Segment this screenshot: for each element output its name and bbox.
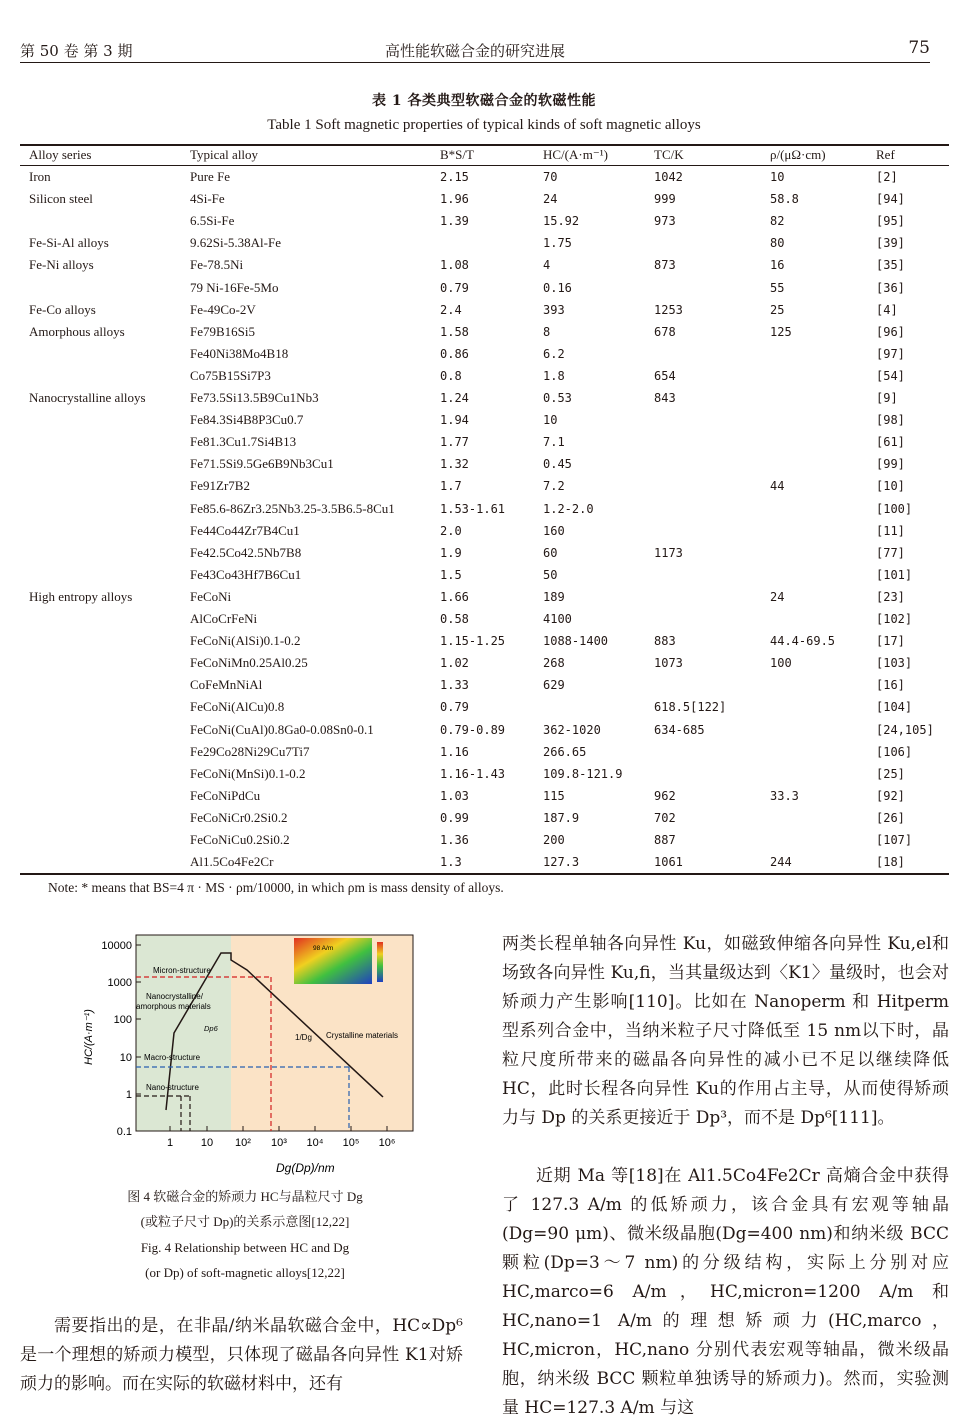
table-cell: 7.2 bbox=[543, 479, 565, 494]
table-cell: Silicon steel bbox=[29, 191, 93, 207]
table-cell: Fe-Si-Al alloys bbox=[29, 235, 109, 251]
table-cell: 1173 bbox=[654, 545, 683, 560]
table-row bbox=[20, 409, 949, 431]
table-cell: 1042 bbox=[654, 170, 683, 184]
x-tick-label: 1 bbox=[166, 1137, 174, 1149]
label-nanocryst: Nanocrystalline/ bbox=[146, 992, 203, 1001]
table-note: Note: * means that BS=4 π · MS · ρm/10000, in which ρm is mass density of alloys. bbox=[48, 880, 504, 895]
table-cell: [101] bbox=[876, 567, 913, 582]
table-cell: FeCoNiMn0.25Al0.25 bbox=[190, 655, 308, 671]
table-cell: [97] bbox=[876, 346, 905, 361]
table-cell: 1.24 bbox=[440, 391, 469, 405]
table-row bbox=[20, 343, 949, 365]
x-tick-label: 10⁵ bbox=[342, 1137, 360, 1149]
table-cell: 1.9 bbox=[440, 545, 462, 560]
table-cell: [17] bbox=[876, 634, 905, 649]
y-tick-label: 1 bbox=[125, 1089, 132, 1101]
table-cell: AlCoCrFeNi bbox=[190, 611, 258, 626]
table-cell: 24 bbox=[770, 589, 785, 604]
table-cell: 1088-1400 bbox=[543, 634, 609, 649]
label-amorph: amorphous materials bbox=[136, 1002, 211, 1011]
table-row bbox=[20, 785, 949, 807]
table-cell: Co75B15Si7P3 bbox=[190, 367, 271, 383]
column-header: ρ/(μΩ·cm) bbox=[770, 147, 826, 162]
right-paragraph-1: 两类长程单轴各向异性 Ku，如磁致伸缩各向异性 Ku,el和场致各向异性 Ku,fi，当其量级达到〈K1〉量级时，也会对矫顽力产生影响[110]。比如在 Nanoperm 和 Hitperm 型系列合金中，当纳米粒子尺寸降低至 15 nm以下时，晶粒尺度所带来的磁晶各向异性的减小已不足以继续降低 HC，此时长程各向异性 Ku的作用占主导，从而使得矫顽力与 Dp 的关系更接近于 Dp³，而不是 Dp⁶[111]。 bbox=[502, 934, 949, 1128]
column-header: B*S/T bbox=[440, 147, 474, 162]
table-cell: 1.03 bbox=[440, 788, 469, 803]
table-cell: 189 bbox=[543, 589, 565, 604]
table-cell: FeCoNi(MnSi)0.1-0.2 bbox=[190, 765, 306, 781]
table-cell: 268 bbox=[543, 656, 565, 671]
table-cell: Fe-Co alloys bbox=[29, 301, 96, 317]
table-cell: 1.3 bbox=[440, 855, 462, 870]
table-cell: 634-685 bbox=[654, 722, 705, 737]
table-cell: [104] bbox=[876, 700, 913, 715]
x-axis-label: Dg(Dp)/nm bbox=[276, 1161, 335, 1175]
table-cell: 1061 bbox=[654, 855, 683, 870]
table-cell: Amorphous alloys bbox=[29, 323, 125, 339]
table-cell: 0.53 bbox=[543, 391, 572, 405]
table-cell: Fe44Co44Zr7B4Cu1 bbox=[190, 522, 300, 538]
table-row bbox=[20, 829, 949, 851]
table-cell: 1.33 bbox=[440, 678, 469, 693]
table-cell: 873 bbox=[654, 258, 676, 273]
y-tick-label: 10000 bbox=[101, 940, 132, 952]
table-row bbox=[20, 763, 949, 785]
table-cell: Fe43Co43Hf7B6Cu1 bbox=[190, 566, 302, 582]
table-cell: 115 bbox=[543, 788, 565, 803]
table-cell: 187.9 bbox=[543, 810, 580, 825]
table-cell: [18] bbox=[876, 855, 905, 870]
table-row bbox=[20, 431, 949, 453]
left-paragraph: 需要指出的是，在非晶/纳米晶软磁合金中，HC∝Dp⁶是一个理想的矫顽力模型，只体现了磁晶各向异性 K1对矫顽力的影响。而在实际的软磁材料中，还有 bbox=[20, 1316, 463, 1394]
table-cell: FeCoNiCr0.2Si0.2 bbox=[190, 809, 288, 825]
label-micron: Micron-structure bbox=[153, 966, 211, 975]
table-cell: [36] bbox=[876, 280, 905, 295]
figure-caption-cn1: 图 4 软磁合金的矫顽力 HC与晶粒尺寸 Dg bbox=[127, 1189, 363, 1204]
table-cell: 1.58 bbox=[440, 324, 469, 339]
table-cell: [106] bbox=[876, 744, 913, 759]
table-cell: [9] bbox=[876, 391, 898, 405]
table-cell: 1.77 bbox=[440, 435, 469, 450]
y-tick-label: 100 bbox=[113, 1014, 132, 1026]
column-header: Alloy series bbox=[29, 147, 92, 162]
table-cell: 79 Ni-16Fe-5Mo bbox=[190, 279, 279, 295]
table-row bbox=[20, 321, 949, 343]
x-tick-label: 10³ bbox=[271, 1137, 287, 1149]
table-cell: [2] bbox=[876, 170, 898, 184]
table-cell: 887 bbox=[654, 833, 676, 847]
x-tick-label: 10² bbox=[235, 1137, 251, 1149]
table-cell: 8 bbox=[543, 324, 551, 339]
table-cell: 654 bbox=[654, 368, 676, 383]
table-cell: 80 bbox=[770, 236, 785, 251]
table-cell: Iron bbox=[29, 169, 51, 184]
table-row bbox=[20, 608, 949, 630]
label-crystalline: Crystalline materials bbox=[326, 1031, 399, 1040]
table-cell: 0.79 bbox=[440, 700, 469, 715]
table-cell: 2.0 bbox=[440, 523, 462, 538]
table-cell: 1.16-1.43 bbox=[440, 766, 506, 781]
figure-caption-en1: Fig. 4 Relationship between HC and Dg bbox=[140, 1240, 350, 1255]
table-cell: 1.7 bbox=[440, 479, 462, 494]
table-cell: 702 bbox=[654, 810, 676, 825]
table-cell: 24 bbox=[543, 192, 558, 207]
figure-caption-cn2: (或粒子尺寸 Dp)的关系示意图[12,22] bbox=[140, 1214, 350, 1229]
table-cell: [107] bbox=[876, 833, 913, 847]
table-cell: 1.75 bbox=[543, 236, 572, 251]
figure-4 bbox=[80, 925, 420, 1180]
table-cell: 2.15 bbox=[440, 170, 469, 184]
table-cell: 60 bbox=[543, 545, 558, 560]
table-row bbox=[20, 498, 949, 520]
table-row bbox=[20, 365, 949, 387]
table-row bbox=[20, 719, 949, 741]
table-cell: FeCoNiPdCu bbox=[190, 787, 261, 803]
inset-point-label: 98 A/m bbox=[313, 945, 334, 952]
table-row bbox=[20, 674, 949, 696]
table-cell: [10] bbox=[876, 479, 905, 494]
table-cell: 82 bbox=[770, 214, 785, 229]
table-cell: 200 bbox=[543, 833, 565, 847]
table-cell: Fe-78.5Ni bbox=[190, 257, 244, 273]
table-cell: 393 bbox=[543, 302, 565, 317]
table-cell: 2.4 bbox=[440, 302, 462, 317]
table-cell: [26] bbox=[876, 810, 905, 825]
table-cell: 1.08 bbox=[440, 258, 469, 273]
table-row bbox=[20, 188, 949, 210]
table-cell: 1.66 bbox=[440, 589, 469, 604]
table-cell: 160 bbox=[543, 523, 565, 538]
table-cell: 244 bbox=[770, 855, 792, 870]
table-cell: Fe79B16Si5 bbox=[190, 323, 256, 339]
table-cell: 50 bbox=[543, 567, 558, 582]
table-cell: 44 bbox=[770, 479, 785, 494]
table-row bbox=[20, 542, 949, 564]
table-cell: 10 bbox=[770, 170, 785, 184]
table-cell: 4100 bbox=[543, 612, 572, 626]
table-cell: 70 bbox=[543, 170, 558, 184]
table-cell: 109.8-121.9 bbox=[543, 766, 623, 781]
table-cell: Al1.5Co4Fe2Cr bbox=[190, 854, 274, 870]
column-header: HC/(A·m⁻¹) bbox=[543, 147, 608, 162]
label-nano: Nano-structure bbox=[146, 1083, 199, 1092]
table-cell: 0.99 bbox=[440, 810, 469, 825]
table-cell: [4] bbox=[876, 302, 898, 317]
table-row bbox=[20, 630, 949, 652]
table-cell: 6.5Si-Fe bbox=[190, 213, 235, 229]
table-cell: 0.86 bbox=[440, 346, 469, 361]
table-cell: 0.45 bbox=[543, 457, 572, 472]
table-cell: [23] bbox=[876, 589, 905, 604]
table-cell: 843 bbox=[654, 391, 676, 405]
table-cell: 362-1020 bbox=[543, 722, 601, 737]
table-cell: 4Si-Fe bbox=[190, 191, 225, 207]
y-axis-label: HC/(A·m⁻¹) bbox=[83, 1009, 95, 1065]
table-cell: Fe84.3Si4B8P3Cu0.7 bbox=[190, 412, 304, 428]
table-cell: [16] bbox=[876, 678, 905, 693]
table-cell: FeCoNi(CuAl)0.8Ga0-0.08Sn0-0.1 bbox=[190, 721, 374, 737]
inset-heatmap bbox=[294, 938, 383, 984]
label-dp6: Dp6 bbox=[204, 1024, 218, 1033]
table-cell: 58.8 bbox=[770, 192, 799, 207]
running-title: 高性能软磁合金的研究进展 bbox=[384, 42, 565, 60]
table-cell: [96] bbox=[876, 324, 905, 339]
table-row bbox=[20, 564, 949, 586]
x-tick-label: 10⁴ bbox=[306, 1137, 324, 1149]
table-cell: 127.3 bbox=[543, 855, 580, 870]
table-cell: 618.5[122] bbox=[654, 700, 727, 715]
table-cell: Fe42.5Co42.5Nb7B8 bbox=[190, 544, 302, 560]
running-header bbox=[20, 38, 930, 63]
table-cell: Fe73.5Si13.5B9Cu1Nb3 bbox=[190, 390, 319, 405]
table-row bbox=[20, 210, 949, 232]
column-header: Typical alloy bbox=[190, 147, 259, 162]
table-cell: 0.58 bbox=[440, 612, 469, 626]
table-cell: 629 bbox=[543, 678, 565, 693]
table-cell: Fe-Ni alloys bbox=[29, 257, 94, 273]
x-tick-label: 10⁶ bbox=[378, 1137, 396, 1149]
table-cell: CoFeMnNiAl bbox=[190, 677, 263, 693]
right-paragraph-2: 近期 Ma 等[18]在 Al1.5Co4Fe2Cr 高熵合金中获得了 127.3 A/m 的低矫顽力，该合金具有宏观等轴晶(Dg=90 μm)、微米级晶胞(Dg=400 nm)和纳米级 BCC 颗粒(Dp=3～7 nm)的分级结构，实际上分别对应 HC,marco=6 A/m，HC,micron=1200 A/m 和 HC,nano=1 A/m的理想矫顽力(HC,marco，HC,micron，HC,nano 分别代表宏观等轴晶，微米级晶胞，纳米级 BCC 颗粒单独诱导的矫顽力)。然而，实验测量 HC=127.3 A/m 与这 bbox=[502, 1166, 949, 1418]
table-cell: 266.65 bbox=[543, 744, 587, 759]
table-cell: 15.92 bbox=[543, 214, 580, 229]
table-cell: 1.02 bbox=[440, 656, 469, 671]
table-cell: 1.16 bbox=[440, 744, 469, 759]
table-cell: Fe85.6-86Zr3.25Nb3.25-3.5B6.5-8Cu1 bbox=[190, 500, 395, 516]
table-row bbox=[20, 387, 949, 409]
table-cell: [25] bbox=[876, 766, 905, 781]
table-cell: 4 bbox=[543, 258, 551, 273]
table-cell: [61] bbox=[876, 435, 905, 450]
table-cell: Fe40Ni38Mo4B18 bbox=[190, 345, 289, 361]
table-cell: Pure Fe bbox=[190, 169, 231, 184]
table-cell: 25 bbox=[770, 302, 785, 317]
table-cell: 0.79 bbox=[440, 280, 469, 295]
table-cell: 678 bbox=[654, 324, 676, 339]
table-cell: Fe-49Co-2V bbox=[190, 301, 256, 317]
table-header-row bbox=[20, 144, 949, 166]
table-cell: 1.32 bbox=[440, 457, 469, 472]
table-cell: [24,105] bbox=[876, 722, 934, 737]
column-header: TC/K bbox=[654, 147, 684, 162]
table-cell: 7.1 bbox=[543, 435, 565, 450]
table-cell: [100] bbox=[876, 501, 913, 516]
table-row bbox=[20, 520, 949, 542]
table-cell: FeCoNi(AlCu)0.8 bbox=[190, 699, 285, 715]
table-row bbox=[20, 453, 949, 475]
table-cell: [95] bbox=[876, 214, 905, 229]
label-inv-dg: 1/Dg bbox=[295, 1033, 312, 1042]
table-cell: [102] bbox=[876, 612, 913, 626]
table-cell: 1.36 bbox=[440, 833, 469, 847]
table-cell: 973 bbox=[654, 214, 676, 229]
table-cell: 1.15-1.25 bbox=[440, 634, 506, 649]
table-cell: Fe29Co28Ni29Cu7Ti7 bbox=[190, 743, 310, 759]
table-cell: 9.62Si-5.38Al-Fe bbox=[190, 235, 281, 251]
table-cell: 0.8 bbox=[440, 368, 462, 383]
table-cell: 100 bbox=[770, 656, 792, 671]
table-cell: 125 bbox=[770, 324, 792, 339]
page-number: 75 bbox=[908, 38, 930, 58]
table-cell: [35] bbox=[876, 258, 905, 273]
table-cell: Nanocrystalline alloys bbox=[29, 390, 146, 405]
table-row bbox=[20, 807, 949, 829]
table-cell: [103] bbox=[876, 656, 913, 671]
y-tick-label: 1000 bbox=[107, 977, 132, 989]
column-header: Ref bbox=[876, 147, 895, 162]
amorphous-region bbox=[136, 935, 231, 1131]
table-cell: Fe81.3Cu1.7Si4B13 bbox=[190, 434, 297, 450]
table-cell: 1.96 bbox=[440, 192, 469, 207]
table-cell: FeCoNiCu0.2Si0.2 bbox=[190, 832, 290, 847]
table-row bbox=[20, 741, 949, 763]
table-cell: 883 bbox=[654, 634, 676, 649]
table-cell: [11] bbox=[876, 523, 905, 538]
table-cell: 55 bbox=[770, 280, 785, 295]
table-caption-cn: 表 1 各类典型软磁合金的软磁性能 bbox=[372, 93, 596, 109]
table-cell: [99] bbox=[876, 457, 905, 472]
table-cell: 1253 bbox=[654, 302, 683, 317]
table-row bbox=[20, 299, 949, 321]
table-cell: 962 bbox=[654, 788, 676, 803]
table-cell: 1.53-1.61 bbox=[440, 501, 506, 516]
table-cell: 1.94 bbox=[440, 413, 469, 428]
table-cell: [92] bbox=[876, 788, 905, 803]
table-caption-en: Table 1 Soft magnetic properties of typical kinds of soft magnetic alloys bbox=[267, 117, 701, 133]
x-tick-label: 10 bbox=[200, 1137, 214, 1149]
table-row bbox=[20, 652, 949, 674]
y-tick-label: 10 bbox=[119, 1052, 132, 1064]
table-row bbox=[20, 166, 949, 188]
y-tick-label: 0.1 bbox=[116, 1126, 132, 1138]
table-row bbox=[20, 475, 949, 497]
table-cell: 1.39 bbox=[440, 214, 469, 229]
table-row bbox=[20, 586, 949, 608]
table-cell: 6.2 bbox=[543, 346, 565, 361]
table-cell: [77] bbox=[876, 545, 905, 560]
table-cell: FeCoNi(AlSi)0.1-0.2 bbox=[190, 633, 301, 649]
table-cell: [54] bbox=[876, 368, 905, 383]
table-cell: 44.4-69.5 bbox=[770, 634, 836, 649]
table-cell: 0.16 bbox=[543, 280, 572, 295]
table-row bbox=[20, 696, 949, 718]
table-cell: 33.3 bbox=[770, 788, 799, 803]
table-cell: 999 bbox=[654, 192, 676, 207]
table-cell: 1.2-2.0 bbox=[543, 501, 594, 516]
table-cell: 1.5 bbox=[440, 567, 462, 582]
table-cell: [94] bbox=[876, 192, 905, 207]
table-row bbox=[20, 277, 949, 299]
table-cell: 0.79-0.89 bbox=[440, 722, 506, 737]
table-cell: 16 bbox=[770, 258, 785, 273]
table-row bbox=[20, 254, 949, 276]
table-cell: [98] bbox=[876, 413, 905, 428]
table-cell: 10 bbox=[543, 413, 558, 428]
table-bottom-rule bbox=[20, 873, 949, 875]
label-macro: Macro-structure bbox=[144, 1053, 201, 1062]
journal-volume: 第 50 卷 第 3 期 bbox=[20, 42, 133, 60]
table-cell: High entropy alloys bbox=[29, 588, 133, 604]
table-cell: 1073 bbox=[654, 656, 683, 671]
table-cell: FeCoNi bbox=[190, 588, 232, 604]
table-row bbox=[20, 232, 949, 254]
table-cell: 1.8 bbox=[543, 368, 565, 383]
table-cell: [39] bbox=[876, 236, 905, 251]
table-row bbox=[20, 851, 949, 873]
figure-caption-en2: (or Dp) of soft-magnetic alloys[12,22] bbox=[145, 1265, 345, 1280]
table-cell: Fe91Zr7B2 bbox=[190, 478, 250, 494]
table-cell: Fe71.5Si9.5Ge6B9Nb3Cu1 bbox=[190, 456, 334, 472]
